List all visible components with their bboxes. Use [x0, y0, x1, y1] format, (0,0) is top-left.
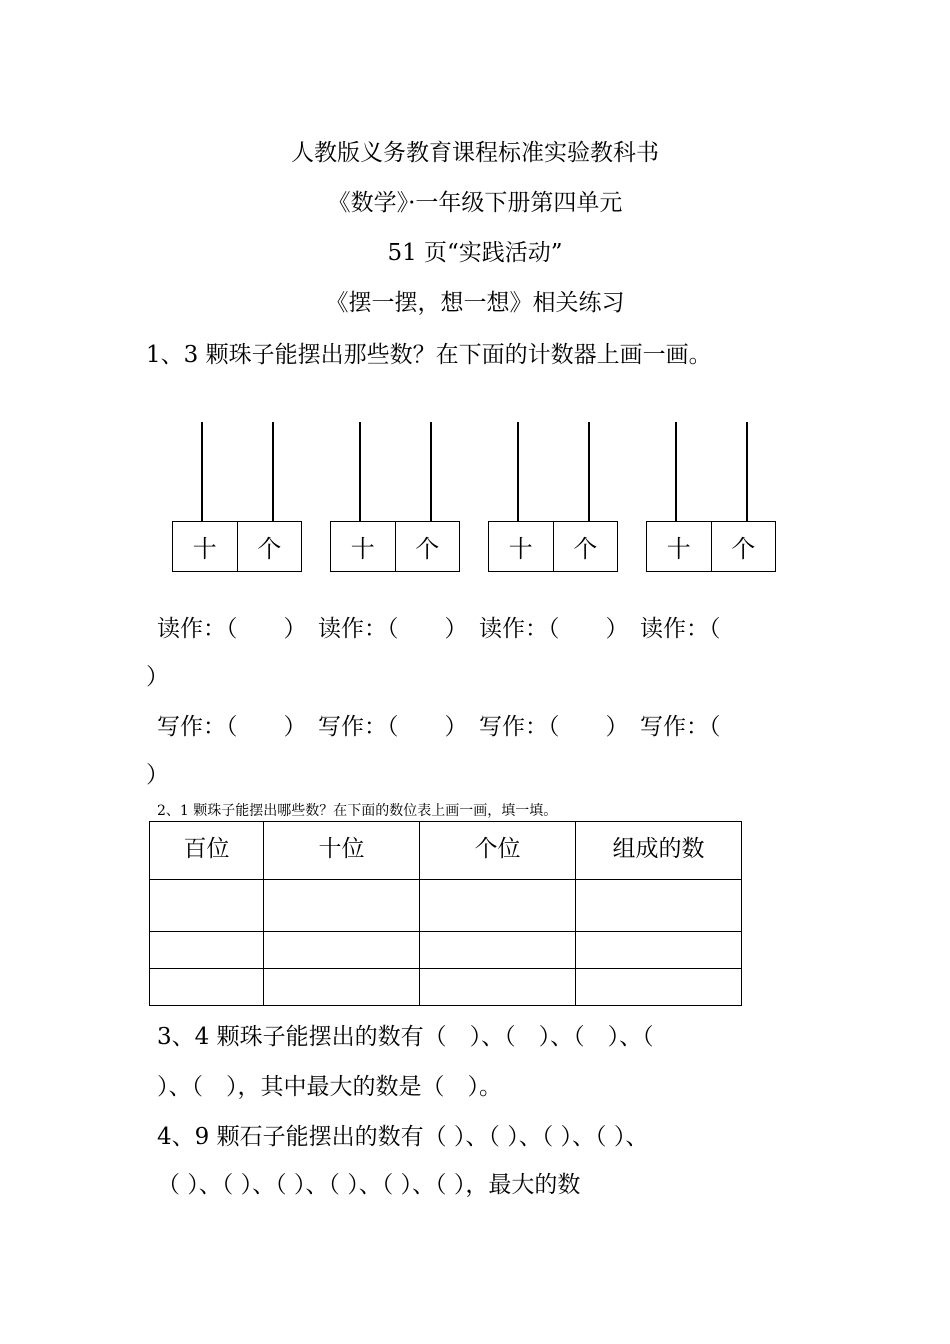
q3-line-2: ）、（ ），其中最大的数是（ ）。 — [157, 1074, 502, 1100]
table-cell[interactable] — [420, 880, 576, 932]
q3-line-1: 3、4 颗珠子能摆出的数有（ ）、（ ）、（ ）、（ — [157, 1024, 654, 1050]
header-hundreds: 百位 — [150, 822, 264, 880]
table-cell[interactable] — [264, 969, 420, 1006]
abacus-rod — [517, 422, 519, 522]
abacus-rod — [675, 422, 677, 522]
table-cell[interactable] — [150, 932, 264, 969]
header-tens: 十位 — [264, 822, 420, 880]
table-cell[interactable] — [420, 969, 576, 1006]
q1-read-line: 读作：（ ） 读作：（ ） 读作：（ ） 读作：（ — [157, 616, 721, 642]
table-cell[interactable] — [576, 880, 742, 932]
abacus-base — [488, 521, 618, 572]
table-row — [150, 880, 742, 932]
table-row — [150, 969, 742, 1006]
table-cell[interactable] — [420, 932, 576, 969]
abacus-1 — [172, 422, 302, 572]
table-cell[interactable] — [264, 880, 420, 932]
q1-read-cont: ） — [146, 664, 169, 690]
tens-label: 十 — [192, 535, 217, 563]
abacus-base — [330, 521, 460, 572]
table-cell[interactable] — [576, 969, 742, 1006]
table-cell[interactable] — [150, 969, 264, 1006]
abacus-rod — [430, 422, 432, 522]
tens-label: 十 — [508, 535, 533, 563]
ones-label: 个 — [553, 522, 618, 571]
q1-write-cont: ） — [146, 762, 169, 788]
q1-prompt: 1、3 颗珠子能摆出那些数？在下面的计数器上画一画。 — [146, 342, 712, 368]
tens-label: 十 — [350, 535, 375, 563]
ones-label: 个 — [711, 522, 776, 571]
place-value-table — [149, 821, 742, 1006]
title-line-1: 人教版义务教育课程标准实验教科书 — [291, 140, 659, 166]
title-line-3: 51 页“实践活动” — [387, 240, 563, 266]
title-line-2: 《数学》·一年级下册第四单元 — [327, 190, 623, 216]
table-header-row — [150, 822, 742, 880]
q2-prompt: 2、1 颗珠子能摆出哪些数？在下面的数位表上画一画，填一填。 — [157, 803, 558, 819]
table-cell[interactable] — [150, 880, 264, 932]
ones-label: 个 — [395, 522, 460, 571]
table-row — [150, 932, 742, 969]
abacus-rod — [359, 422, 361, 522]
abacus-rod — [272, 422, 274, 522]
header-number: 组成的数 — [576, 822, 742, 880]
table-cell[interactable] — [576, 932, 742, 969]
abacus-rod — [201, 422, 203, 522]
abacus-base — [172, 521, 302, 572]
abacus-base — [646, 521, 776, 572]
abacus-rod — [746, 422, 748, 522]
tens-label: 十 — [666, 535, 691, 563]
abacus-2 — [330, 422, 460, 572]
abacus-rod — [588, 422, 590, 522]
q4-line-2: （ ）、（ ）、（ ）、（ ）、（ ）、（ ），最大的数 — [157, 1172, 581, 1198]
ones-label: 个 — [237, 522, 302, 571]
abacus-3 — [488, 422, 618, 572]
title-line-4: 《摆一摆，想一想》相关练习 — [325, 290, 625, 316]
header-ones: 个位 — [420, 822, 576, 880]
table-cell[interactable] — [264, 932, 420, 969]
q1-write-line: 写作：（ ） 写作：（ ） 写作：（ ） 写作：（ — [157, 714, 721, 740]
abacus-4 — [646, 422, 776, 572]
q4-line-1: 4、9 颗石子能摆出的数有（ ）、（ ）、（ ）、（ ）、 — [157, 1124, 649, 1150]
